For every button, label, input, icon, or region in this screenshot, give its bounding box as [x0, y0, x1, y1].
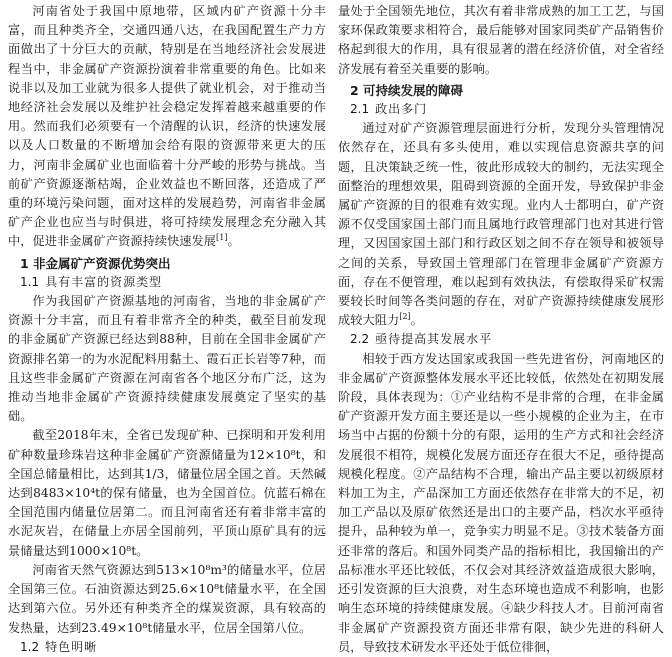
paragraph-2-1-end: 。	[410, 313, 423, 328]
subsection-1-1-heading	[8, 273, 326, 292]
subsection-1-1-number: 1.1	[20, 274, 40, 289]
subsection-2-1-title: 政出多门	[375, 102, 428, 117]
paragraph-2-1-text: 通过对矿产资源管理层面进行分析，发现分头管理情况依然存在，还具有多头使用，难以实现信息资源共享的问题，且决策缺乏统一性，彼此形成较大的制约，无法实现全面整治的理想效果，阻碍到资源的全面开发，导致保护非金属矿产资源的目的很难有效实现。业内人士都明白，矿产资源不仅受国家国土部门而且属地行政管理部门也对其进行管理，又因国家国土部门和行政区划之间不存在领导和被领导之间的关系，导致国土管理部门在管理非金属矿产资源方面，存在不便管理，难以起到有效执法，有偿取得采矿权需要较长时间等各类问题的存在，对矿产资源持续健康发展形成较大阻力	[338, 121, 664, 328]
section-2-heading: 2 可持续发展的障碍	[350, 82, 464, 98]
intro-end: 。	[227, 234, 240, 249]
section-1-heading: 1 非金属矿产资源优势突出	[20, 255, 171, 271]
citation-2: [2]	[399, 312, 411, 322]
subsection-2-1-heading	[338, 100, 664, 119]
citation-1: [1]	[216, 233, 228, 243]
intro-paragraph	[8, 2, 326, 252]
subsection-1-2-heading	[8, 638, 326, 657]
intro-text: 河南省处于我国中原地带，区域内矿产资源十分丰富，而且种类齐全，交通四通八达，在我国配置生产力方面做出了十分巨大的贡献，特别是在当地经济社会发展进程当中，非金属矿产资源扮演着非常重要的角色。比如来说非以及加工业就为很多人提供了就业机会，对于推动当地经济社会发展以及维护社会稳定发挥着越来越重要的作用。然而我们必须要有一个清醒的认识，经济的快速发展以及人口数量的不断增加会给有限的资源带来更大的压力，河南非金属矿业也面临着十分严峻的形势与挑战。当前矿产资源逐渐枯竭，企业效益也不断回落，还造成了严重的环境污染问题，面对这样的发展趋势，河南省非金属矿产企业也应当与时俱进，将可持续发展理念充分融入其中，促进非金属矿产资源持续快速发展	[8, 4, 326, 249]
subsection-2-1-number: 2.1	[350, 102, 370, 117]
subsection-2-2-title: 亟待提高其发展水平	[375, 332, 493, 347]
subsection-1-1-title: 具有丰富的资源类型	[45, 274, 163, 289]
left-column	[8, 2, 326, 657]
subsection-2-2-heading	[338, 330, 664, 349]
paragraph-1-1-b: 截至2018年末，全省已发现矿种、已探明和开发利用矿种数量珍珠岩这种非金属矿产资源储量为12×10⁸t，和全国总储量相比，达到其1/3，储量位居全国之首。天然碱达到8483×10⁴t的保有储量，也为全国首位。伉蓝石棉在全国范围内储量位居第二。而且河南省还有着非常丰富的水泥灰岩，在储量上亦居全国前列，平顶山原矿具有的远景储量达到1000×10⁸t。	[8, 428, 326, 558]
paragraph-1-1-a: 作为我国矿产资源基地的河南省，当地的非金属矿产资源十分丰富，而且有着非常齐全的种类，截至目前发现的非金属矿产资源已经达到88种，目前在全国非金属矿产资源排名第一的为水泥配料用黏土、霞石正长岩等7种，而且这些非金属矿产资源在河南省各个地区分布广泛，这为推动当地非金属矿产资源持续健康发展奠定了坚实的基础。	[8, 294, 326, 424]
right-column	[338, 2, 664, 657]
continued-paragraph: 量处于全国领先地位，其次有着非常成熟的加工工艺，与国家环保政策要求相符合，最后能够对国家同类矿产品销售价格起到很大的作用，具有很显著的潜在经济价值，对全省经济发展有着至关重要的影响。	[338, 4, 664, 76]
subsection-1-2-title: 特色明晰	[45, 639, 98, 654]
paragraph-2-2: 相较于西方发达国家或我国一些先进省份，河南地区的非金属矿产资源整体发展水平还比较低，依然处在初期发展阶段，具体表现为：①产业结构不是非常的合理，在非金属矿产资源开发方面主要还是以一些小规模的企业为主，在市场当中占据的份额十分的有限，运用的生产方式和社会经济发展很不相符，规模化发展方面还存在很大不足，亟待提高规模化程度。②产品结构不合理，输出产品主要以初级原材料加工为主，产品深加工方面还依然存在非常大的不足，初加工产品以及原矿依然还是出口的主要产品，档次水平亟待提升，品种较为单一，竞争实力明显不足。③技术装备方面还非常的落后。和国外同类产品的指标相比，我国输出的产品标准水平还比较低，不仅会对其经济效益造成很大影响，还引发资源的巨大浪费，对生态环境也造成不利影响，也影响生态环境的持续健康发展。④缺少科技人才。目前河南省非金属矿产资源投资方面还非常有限，缺少先进的科研人员，导致技术研发水平还处于低位徘徊，	[338, 351, 664, 654]
paragraph-1-1-c: 河南省天然气资源达到513×10⁸m³的储量水平，位居全国第三位。石油资源达到25.6×10⁸t储量水平，在全国达到第六位。另外还有种类齐全的煤炭资源，具有较高的发热量，达到23.49×10⁸t储量水平，位居全国第八位。	[8, 562, 326, 635]
paragraph-2-1	[338, 119, 664, 330]
subsection-1-2-number: 1.2	[20, 639, 40, 654]
subsection-2-2-number: 2.2	[350, 332, 370, 347]
